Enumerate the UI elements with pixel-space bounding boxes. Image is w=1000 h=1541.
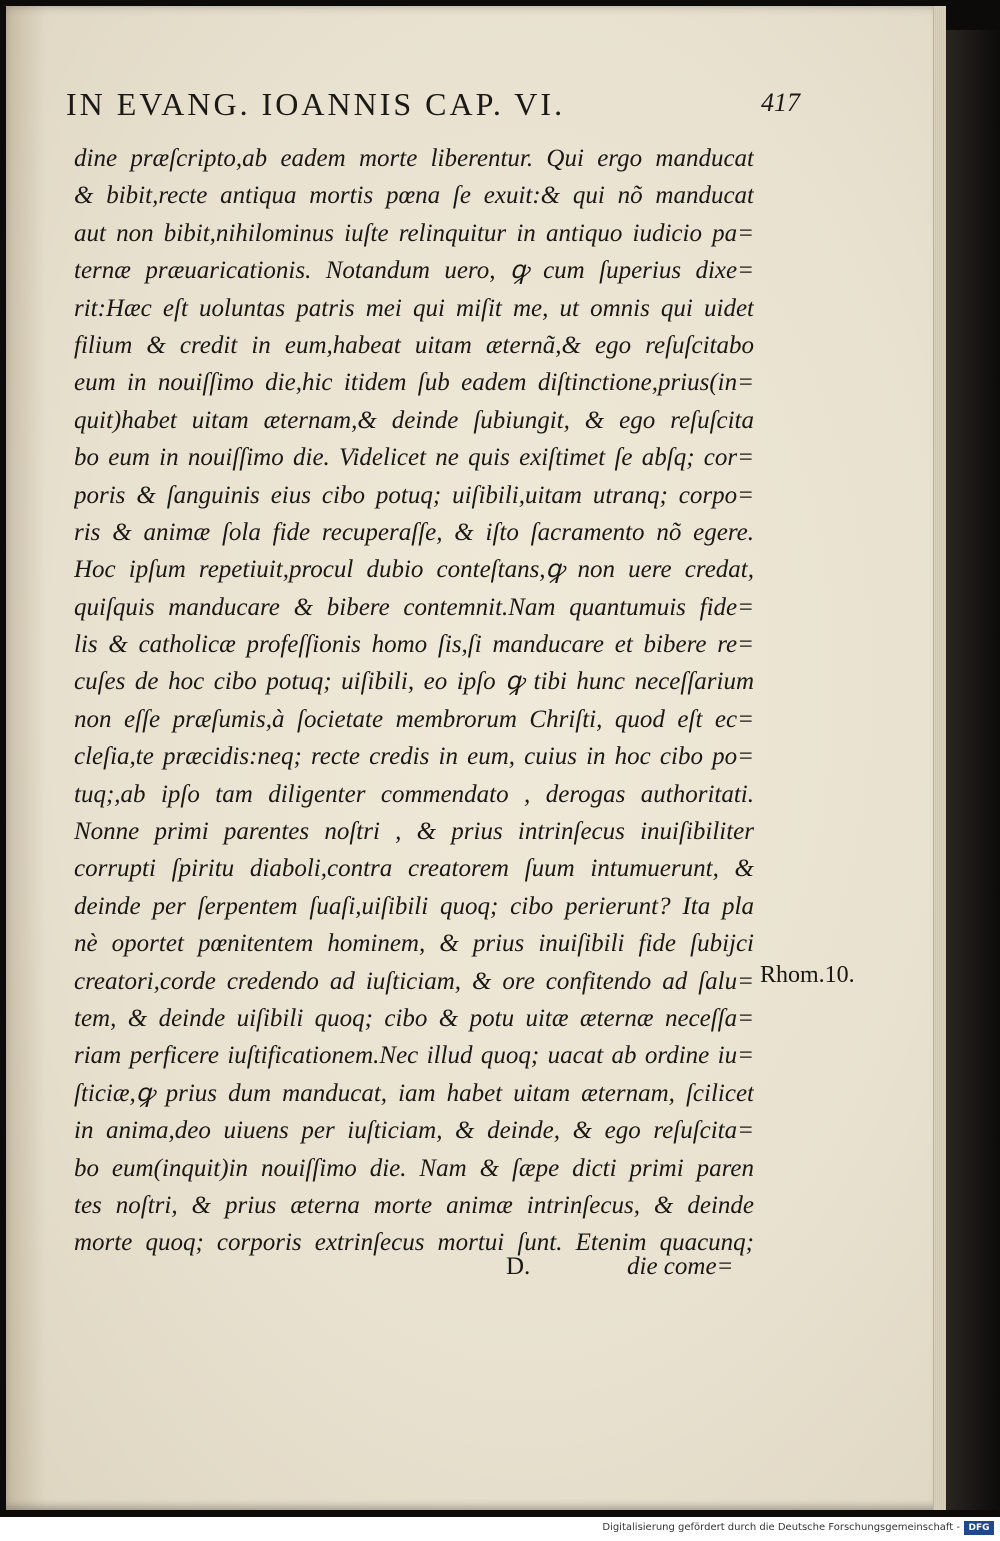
text-line: corrupti ſpiritu diaboli,contra creatorem ſuum intumuerunt, & [74,855,754,883]
text-line: filium & credit in eum,habeat uitam æternã,& ego reſuſcitabo [74,331,754,359]
text-line: quiſquis manducare & bibere contemnit.Nam quantumuis fide= [74,593,754,621]
text-line: aut non bibit,nihilominus iuſte relinquitur in antiquo iudicio pa= [74,219,754,247]
footer-credit-text: Digitalisierung gefördert durch die Deutsche Forschungsgemeinschaft - [602,1522,960,1533]
book-edge-shadow [946,30,1000,1510]
running-head-title: IN EVANG. IOANNIS CAP. VI. [66,86,566,122]
catchword: die come= [627,1253,734,1280]
text-line: bo eum in nouiſſimo die. Videlicet ne quis exiſtimet ſe abſq; cor= [74,444,754,472]
text-line: Nonne primi parentes noſtri , & prius intrinſecus inuiſibiliter [74,818,754,846]
text-line: riam perficere iuſtificationem.Nec illud quoq; uacat ab ordine iu= [74,1042,754,1070]
footer-bar [0,1517,1000,1541]
page-gutter [6,6,46,1510]
text-line: tem, & deinde uiſibili quoq; cibo & potu uitæ æternæ neceſſa= [74,1004,754,1032]
text-line: ris & animæ ſola fide recuperaſſe, & iſto ſacramento nõ egere. [74,518,754,546]
text-line: cleſia,te præcidis:neq; recte credis in eum, cuius in hoc cibo po= [74,743,754,771]
text-line: lis & catholicæ profeſſionis homo ſis,ſi manducare et bibere re= [74,631,754,659]
main-text-block [74,140,754,1262]
dfg-logo: DFG [964,1521,994,1535]
text-line: rit:Hæc eſt uoluntas patris mei qui miſit me, ut omnis qui uidet [74,294,754,322]
text-line: bo eum(inquit)in nouiſſimo die. Nam & ſæpe dicti primi paren [74,1154,754,1182]
text-line: creatori,corde credendo ad iuſticiam, & ore confitendo ad ſalu= [74,967,754,995]
text-line: eum in nouiſſimo die,hic itidem ſub eadem diſtinctione,prius(in= [74,369,754,397]
text-line: tes noſtri, & prius æterna morte animæ intrinſecus, & deinde [74,1191,754,1219]
text-line: Hoc ipſum repetiuit,procul dubio conteſtans,ꝙ non uere credat, [74,556,754,584]
text-line: morte quoq; corporis extrinſecus mortui ſunt. Etenim quacunq; [74,1229,754,1257]
text-line: ternæ præuaricationis. Notandum uero, ꝙ cum ſuperius dixe= [74,257,754,285]
text-line: poris & ſanguinis eius cibo potuq; uiſibili,uitam utranq; corpo= [74,481,754,509]
text-line: in anima,deo uiuens per iuſticiam, & deinde, & ego reſuſcita= [74,1117,754,1145]
text-line: quit)habet uitam æternam,& deinde ſubiungit, & ego reſuſcita [74,406,754,434]
text-line: & bibit,recte antiqua mortis pœna ſe exuit:& qui nõ manducat [74,182,754,210]
text-line: tuq;,ab ipſo tam diligenter commendato , derogas authoritati. [74,780,754,808]
text-line: deinde per ſerpentem ſuaſi,uiſibili quoq; cibo perierunt? Ita pla [74,892,754,920]
text-line: ſticiæ,ꝙ prius dum manducat, iam habet uitam æternam, ſcilicet [74,1079,754,1107]
signature-mark: D. [506,1253,531,1280]
text-line: dine præſcripto,ab eadem morte liberentur. Qui ergo manducat [74,145,754,172]
folio-number: 417 [761,88,800,117]
marginal-note: Rhom.10. [760,962,855,988]
text-line: non eſſe præſumis,à ſocietate membrorum Chriſti, quod eſt ec= [74,705,754,733]
running-head [66,86,800,123]
page-fore-edge [933,6,946,1510]
text-line: cuſes de hoc cibo potuq; uiſibili, eo ipſo ꝙ tibi hunc neceſſarium [74,668,754,696]
text-line: nè oportet pœnitentem hominem, & prius inuiſibili fide ſubijci [74,930,754,958]
